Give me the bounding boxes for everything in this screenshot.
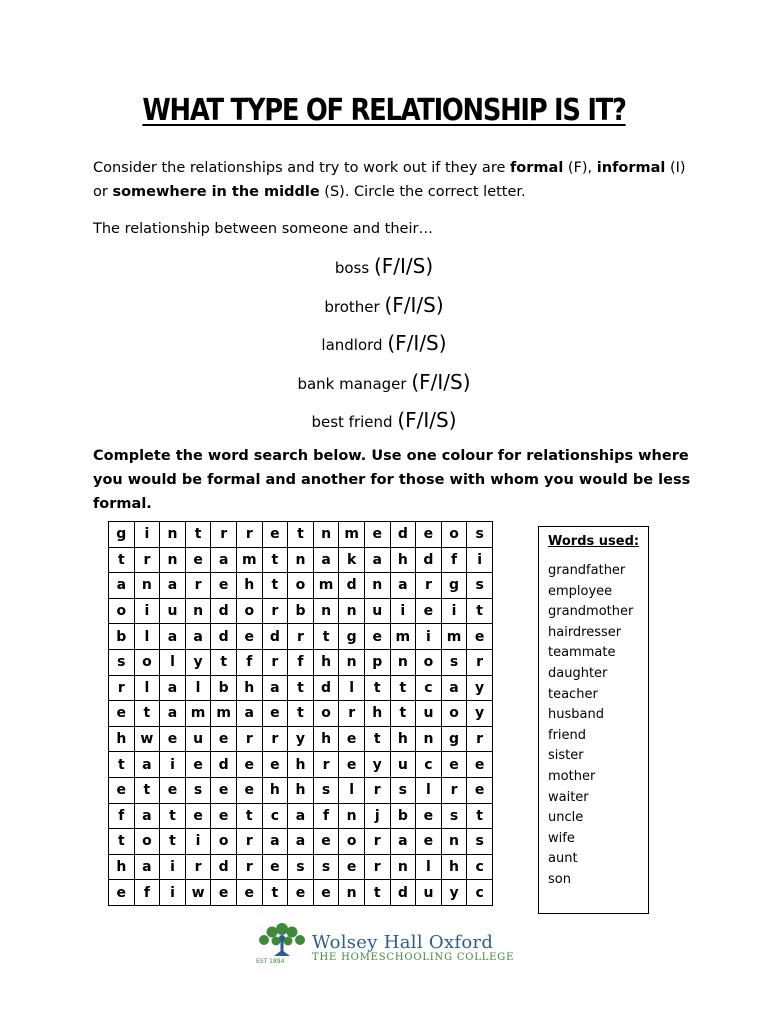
grid-cell[interactable]: m [313,573,339,599]
grid-cell[interactable]: n [339,803,365,829]
grid-cell[interactable]: f [441,547,467,573]
word-item: husband [548,707,604,723]
grid-row [109,573,493,599]
grid-cell[interactable]: t [160,829,186,855]
grid-cell[interactable]: o [211,829,237,855]
word-item: mother [548,768,596,784]
grid-cell[interactable]: c [416,752,442,778]
grid-cell[interactable]: a [390,829,416,855]
grid-cell[interactable]: e [467,777,493,803]
grid-cell[interactable]: i [160,752,186,778]
grid-cell[interactable]: s [467,573,493,599]
grid-cell[interactable]: r [364,829,390,855]
grid-cell[interactable]: r [262,649,288,675]
school-logo [254,922,516,968]
grid-cell[interactable]: e [262,701,288,727]
grid-cell[interactable]: b [109,624,135,650]
grid-cell[interactable]: t [160,803,186,829]
grid-cell[interactable]: e [185,752,211,778]
grid-cell[interactable]: o [109,598,135,624]
grid-cell[interactable]: y [467,675,493,701]
grid-cell[interactable]: y [185,649,211,675]
grid-cell[interactable]: t [467,803,493,829]
word-item: uncle [548,810,584,826]
word-item: grandfather [548,563,626,578]
grid-cell[interactable]: r [313,752,339,778]
grid-row [109,598,493,624]
grid-cell[interactable]: n [185,598,211,624]
grid-cell[interactable]: t [288,701,314,727]
grid-cell[interactable]: s [467,522,493,548]
grid-cell[interactable]: g [441,726,467,752]
grid-cell[interactable]: u [185,726,211,752]
grid-cell[interactable]: h [390,726,416,752]
grid-cell[interactable]: c [467,880,493,906]
grid-cell[interactable]: s [313,777,339,803]
relationship-label: boss [334,259,370,277]
grid-cell[interactable]: t [185,522,211,548]
grid-cell[interactable]: c [262,803,288,829]
grid-cell[interactable]: r [416,573,442,599]
grid-cell[interactable]: u [416,880,442,906]
grid-cell[interactable]: i [467,547,493,573]
grid-cell[interactable]: c [467,854,493,880]
word-item: grandmother [548,604,634,620]
grid-cell[interactable]: a [441,675,467,701]
grid-cell[interactable]: m [339,522,365,548]
grid-cell[interactable]: r [134,547,160,573]
grid-cell[interactable]: a [390,573,416,599]
grid-cell[interactable]: d [211,598,237,624]
logo-name: Wolsey Hall Oxford [312,932,494,953]
grid-cell[interactable]: h [313,726,339,752]
grid-cell[interactable]: m [390,624,416,650]
grid-cell[interactable]: o [236,598,262,624]
grid-cell[interactable]: h [288,752,314,778]
grid-cell[interactable]: e [211,573,237,599]
grid-cell[interactable]: e [160,726,186,752]
grid-cell[interactable]: l [134,675,160,701]
grid-cell[interactable]: r [288,624,314,650]
grid-cell[interactable]: m [236,547,262,573]
grid-cell[interactable]: j [364,803,390,829]
relationship-item [0,292,768,331]
grid-cell[interactable]: e [262,752,288,778]
grid-cell[interactable]: a [262,829,288,855]
word-search-instruction: Complete the word search below. Use one colour for relationships where you would be formal and another for those with whom you would be less formal. [93,448,691,512]
grid-cell[interactable]: e [339,726,365,752]
grid-cell[interactable]: y [288,726,314,752]
grid-cell[interactable]: i [160,854,186,880]
grid-cell[interactable]: d [211,854,237,880]
grid-cell[interactable]: t [313,624,339,650]
grid-row [109,829,493,855]
grid-cell[interactable]: a [134,803,160,829]
grid-cell[interactable]: e [211,777,237,803]
grid-cell[interactable]: h [390,547,416,573]
grid-cell[interactable]: a [288,803,314,829]
grid-cell[interactable]: s [185,777,211,803]
grid-cell[interactable]: a [211,547,237,573]
word-item: waiter [548,789,589,805]
grid-cell[interactable]: n [390,854,416,880]
grid-cell[interactable]: e [416,522,442,548]
grid-cell[interactable]: y [467,701,493,727]
grid-cell[interactable]: r [364,854,390,880]
grid-row [109,854,493,880]
words-used-list [548,561,648,891]
grid-row [109,880,493,906]
grid-cell[interactable]: e [313,829,339,855]
grid-cell[interactable]: f [236,649,262,675]
grid-cell[interactable]: e [416,598,442,624]
grid-cell[interactable]: s [109,649,135,675]
grid-cell[interactable]: d [339,573,365,599]
grid-cell[interactable]: l [416,854,442,880]
word-item: aunt [548,851,578,867]
grid-cell[interactable]: n [288,547,314,573]
grid-cell[interactable]: r [109,675,135,701]
grid-cell[interactable]: e [109,777,135,803]
grid-cell[interactable]: t [288,675,314,701]
grid-cell[interactable]: r [467,649,493,675]
grid-cell[interactable]: n [313,522,339,548]
grid-cell[interactable]: a [262,675,288,701]
relationship-label: bank manager [297,374,407,393]
grid-cell[interactable]: r [262,598,288,624]
grid-cell[interactable]: r [236,854,262,880]
grid-cell[interactable]: o [134,829,160,855]
grid-cell[interactable]: a [160,624,186,650]
grid-cell[interactable]: i [390,598,416,624]
intro-formal: formal [510,160,564,176]
grid-cell[interactable]: a [160,675,186,701]
grid-cell[interactable]: r [211,522,237,548]
grid-cell[interactable]: e [339,854,365,880]
grid-cell[interactable]: r [364,777,390,803]
grid-cell[interactable]: e [160,777,186,803]
grid-cell[interactable]: e [416,829,442,855]
grid-row [109,752,493,778]
page-title-text: WHAT TYPE OF RELATIONSHIP IS IT? [142,93,626,128]
grid-cell[interactable]: e [364,522,390,548]
grid-cell[interactable]: b [211,675,237,701]
relationship-options[interactable]: (F/I/S) [411,369,471,394]
grid-cell[interactable]: w [185,880,211,906]
grid-cell[interactable]: h [288,777,314,803]
grid-cell[interactable]: t [262,547,288,573]
intro-text-2: (F), [563,160,597,176]
intro-text-4: (S). Circle the correct letter. [319,184,526,200]
relationship-options[interactable]: (F/I/S) [397,408,457,433]
grid-cell[interactable]: n [339,598,365,624]
grid-cell[interactable]: b [390,803,416,829]
grid-cell[interactable]: n [339,649,365,675]
grid-cell[interactable]: i [185,829,211,855]
relationship-item [0,330,768,369]
grid-row [109,701,493,727]
grid-cell[interactable]: e [236,880,262,906]
grid-cell[interactable]: e [185,803,211,829]
grid-cell[interactable]: t [467,598,493,624]
grid-cell[interactable]: d [211,624,237,650]
words-used-box [538,526,649,914]
grid-cell[interactable]: a [134,752,160,778]
relationship-item [0,253,768,292]
grid-cell[interactable]: l [339,777,365,803]
grid-cell[interactable]: d [262,624,288,650]
grid-cell[interactable]: o [339,829,365,855]
grid-cell[interactable]: o [313,701,339,727]
grid-cell[interactable]: e [313,880,339,906]
grid-cell[interactable]: r [236,522,262,548]
grid-cell[interactable]: a [236,701,262,727]
grid-cell[interactable]: e [211,803,237,829]
relationship-label: best friend [311,413,393,432]
grid-cell[interactable]: t [211,649,237,675]
grid-cell[interactable]: h [441,854,467,880]
word-item: hairdresser [548,624,622,640]
grid-cell[interactable]: t [134,701,160,727]
grid-cell[interactable]: e [236,624,262,650]
word-item: teacher [548,686,598,702]
grid-cell[interactable]: n [339,880,365,906]
grid-cell[interactable]: h [109,854,135,880]
grid-cell[interactable]: s [441,803,467,829]
grid-cell[interactable]: s [313,854,339,880]
grid-cell[interactable]: a [160,701,186,727]
grid-cell[interactable]: k [339,547,365,573]
intro-text-3: (I) or [93,160,686,200]
grid-cell[interactable]: f [288,649,314,675]
intro-middle: somewhere in the middle [112,184,320,200]
grid-cell[interactable]: u [416,701,442,727]
grid-cell[interactable]: e [185,547,211,573]
grid-cell[interactable]: e [109,701,135,727]
grid-cell[interactable]: h [109,726,135,752]
word-item: wife [548,830,575,846]
grid-cell[interactable]: o [441,701,467,727]
grid-cell[interactable]: n [416,726,442,752]
grid-cell[interactable]: r [441,777,467,803]
grid-cell[interactable]: a [185,624,211,650]
grid-row [109,777,493,803]
grid-cell[interactable]: o [441,522,467,548]
grid-cell[interactable]: t [262,880,288,906]
grid-cell[interactable]: t [390,701,416,727]
relationship-options[interactable]: (F/I/S) [373,254,434,278]
logo-text [312,932,514,963]
grid-cell[interactable]: e [416,803,442,829]
intro-text-1: Consider the relationships and try to work out if they are [93,160,510,176]
grid-cell[interactable]: e [364,624,390,650]
word-item: daughter [548,665,608,681]
relationship-list [0,253,768,446]
grid-cell[interactable]: m [211,701,237,727]
grid-cell[interactable]: e [236,752,262,778]
grid-cell[interactable]: t [364,880,390,906]
intro-informal: informal [596,160,666,176]
grid-cell[interactable]: t [390,675,416,701]
grid-row [109,675,493,701]
grid-cell[interactable]: a [160,573,186,599]
grid-cell[interactable]: d [390,880,416,906]
grid-cell[interactable]: e [441,752,467,778]
grid-cell[interactable]: o [416,649,442,675]
relationship-label: brother [324,297,380,316]
grid-cell[interactable]: i [160,880,186,906]
grid-cell[interactable]: t [109,829,135,855]
grid-cell[interactable]: y [364,752,390,778]
grid-cell[interactable]: e [288,880,314,906]
grid-cell[interactable]: e [467,752,493,778]
grid-cell[interactable]: p [364,649,390,675]
grid-cell[interactable]: n [364,573,390,599]
grid-cell[interactable]: l [134,624,160,650]
word-item: son [548,871,571,887]
relationship-item [0,369,768,408]
grid-cell[interactable]: y [441,880,467,906]
grid-row [109,726,493,752]
grid-cell[interactable]: t [288,522,314,548]
grid-cell[interactable]: f [109,803,135,829]
grid-cell[interactable]: d [211,752,237,778]
grid-cell[interactable]: e [262,522,288,548]
grid-cell[interactable]: n [390,649,416,675]
grid-cell[interactable]: n [441,829,467,855]
grid-cell[interactable]: n [160,522,186,548]
grid-cell[interactable]: e [211,726,237,752]
grid-cell[interactable]: m [185,701,211,727]
grid-cell[interactable]: g [441,573,467,599]
grid-cell[interactable]: t [134,777,160,803]
tree-logo-icon [254,922,310,962]
grid-cell[interactable]: h [262,777,288,803]
word-item: teammate [548,645,616,661]
grid-cell[interactable]: e [467,624,493,650]
grid-cell[interactable]: r [339,701,365,727]
grid-cell[interactable]: l [185,675,211,701]
grid-row [109,649,493,675]
lead-sentence: The relationship between someone and their… [93,221,433,237]
grid-row [109,522,493,548]
grid-row [109,624,493,650]
word-search-grid[interactable] [108,521,493,906]
grid-cell[interactable]: t [109,547,135,573]
grid-cell[interactable]: t [364,675,390,701]
grid-cell[interactable]: i [134,522,160,548]
grid-cell[interactable]: m [441,624,467,650]
word-item: sister [548,748,584,764]
grid-cell[interactable]: n [313,598,339,624]
grid-cell[interactable]: i [416,624,442,650]
grid-cell[interactable]: i [441,598,467,624]
grid-cell[interactable]: e [262,854,288,880]
logo-tagline: THE HOMESCHOOLING COLLEGE [312,952,515,963]
grid-cell[interactable]: o [134,649,160,675]
grid-cell[interactable]: s [390,777,416,803]
grid-cell[interactable]: r [467,726,493,752]
grid-cell[interactable]: a [109,573,135,599]
relationship-options[interactable]: (F/I/S) [384,292,444,317]
grid-cell[interactable]: n [160,547,186,573]
grid-cell[interactable]: w [134,726,160,752]
grid-cell[interactable]: l [416,777,442,803]
grid-cell[interactable]: r [185,573,211,599]
grid-cell[interactable]: g [339,624,365,650]
grid-row [109,803,493,829]
grid-cell[interactable]: s [467,829,493,855]
grid-cell[interactable]: g [109,522,135,548]
grid-cell[interactable]: o [288,573,314,599]
grid-cell[interactable]: e [109,880,135,906]
grid-cell[interactable]: e [211,880,237,906]
grid-cell[interactable]: h [236,573,262,599]
grid-cell[interactable]: a [313,547,339,573]
grid-cell[interactable]: s [441,649,467,675]
grid-cell[interactable]: t [364,726,390,752]
grid-cell[interactable]: u [364,598,390,624]
grid-cell[interactable]: d [390,522,416,548]
grid-cell[interactable]: t [236,803,262,829]
grid-cell[interactable]: t [109,752,135,778]
grid-cell[interactable]: u [160,598,186,624]
grid-cell[interactable]: e [339,752,365,778]
grid-cell[interactable]: e [236,777,262,803]
relationship-item [0,407,768,446]
logo-established: EST 1894 [256,958,285,965]
grid-cell[interactable]: l [339,675,365,701]
word-item: employee [548,583,613,599]
grid-cell[interactable]: r [236,829,262,855]
grid-cell[interactable]: a [364,547,390,573]
word-item: friend [548,727,587,743]
intro-paragraph [93,156,693,204]
grid-cell[interactable]: r [185,854,211,880]
grid-cell[interactable]: f [134,880,160,906]
grid-cell[interactable]: l [160,649,186,675]
grid-cell[interactable]: r [236,726,262,752]
grid-cell[interactable]: u [390,752,416,778]
grid-cell[interactable]: f [313,803,339,829]
grid-cell[interactable]: r [262,726,288,752]
grid-cell[interactable]: s [288,854,314,880]
grid-cell[interactable]: b [288,598,314,624]
relationship-options[interactable]: (F/I/S) [387,331,447,356]
grid-cell[interactable]: d [416,547,442,573]
grid-cell[interactable]: h [364,701,390,727]
grid-cell[interactable]: c [416,675,442,701]
grid-cell[interactable]: n [134,573,160,599]
words-used-title: Words used: [548,534,640,549]
grid-cell[interactable]: h [236,675,262,701]
grid-cell[interactable]: d [313,675,339,701]
grid-row [109,547,493,573]
relationship-label: landlord [321,336,383,355]
grid-cell[interactable]: h [313,649,339,675]
grid-cell[interactable]: a [288,829,314,855]
page-title [54,93,714,128]
grid-cell[interactable]: t [262,573,288,599]
grid-cell[interactable]: a [134,854,160,880]
grid-cell[interactable]: i [134,598,160,624]
